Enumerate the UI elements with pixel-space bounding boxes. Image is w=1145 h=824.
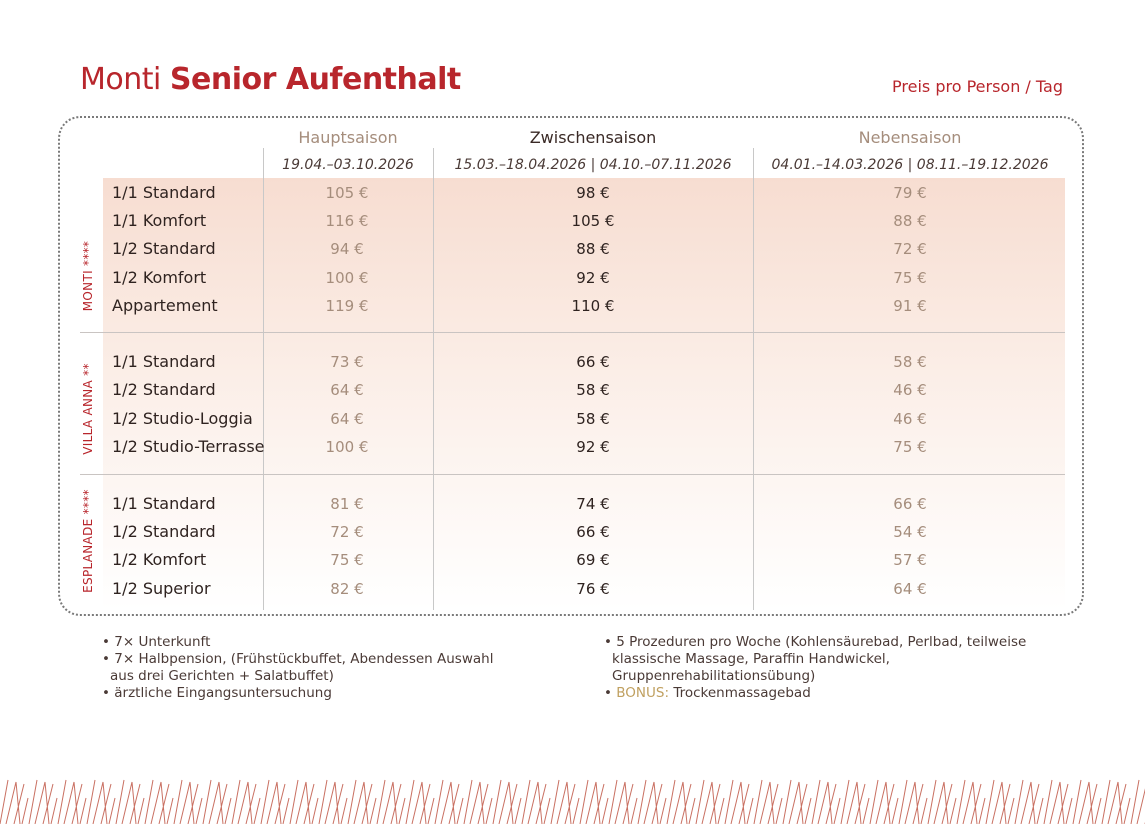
room-type: 1/2 Standard <box>112 380 216 399</box>
room-type: 1/2 Studio-Loggia <box>112 409 253 428</box>
room-type: 1/2 Komfort <box>112 550 207 569</box>
price-hauptsaison: 75 € <box>330 551 364 569</box>
room-type: 1/1 Standard <box>112 352 216 371</box>
price-zwischensaison: 69 € <box>576 551 610 569</box>
price-nebensaison: 46 € <box>893 410 927 428</box>
price-hauptsaison: 82 € <box>330 580 364 598</box>
price-hauptsaison: 81 € <box>330 495 364 513</box>
price-nebensaison: 79 € <box>893 184 927 202</box>
price-zwischensaison: 58 € <box>576 410 610 428</box>
price-nebensaison: 75 € <box>893 438 927 456</box>
room-type: 1/1 Standard <box>112 183 216 202</box>
season-dates-nebensaison: 04.01.–14.03.2026 | 08.11.–19.12.2026 <box>771 157 1049 173</box>
season-header-nebensaison: Nebensaison <box>858 128 962 147</box>
price-nebensaison: 64 € <box>893 580 927 598</box>
price-nebensaison: 54 € <box>893 523 927 541</box>
column-divider <box>263 148 264 610</box>
included-services-left <box>102 634 572 702</box>
page-title <box>80 62 461 97</box>
room-type: Appartement <box>112 296 218 315</box>
price-hauptsaison: 100 € <box>325 269 369 287</box>
price-nebensaison: 88 € <box>893 212 927 230</box>
price-zwischensaison: 88 € <box>576 240 610 258</box>
bonus-label: BONUS: <box>616 685 670 701</box>
price-nebensaison: 66 € <box>893 495 927 513</box>
room-type: 1/2 Standard <box>112 522 216 541</box>
note-line: aus drei Gerichten + Salatbuffet) <box>110 668 334 684</box>
included-services-right <box>604 634 1074 702</box>
note-line: klassische Massage, Paraffin Handwickel, <box>612 651 890 667</box>
price-hauptsaison: 119 € <box>325 297 369 315</box>
season-dates-zwischensaison: 15.03.–18.04.2026 | 04.10.–07.11.2026 <box>454 157 732 173</box>
price-zwischensaison: 74 € <box>576 495 610 513</box>
note-line: • 5 Prozeduren pro Woche (Kohlensäurebad, Perlbad, teilweise <box>604 634 1027 650</box>
price-zwischensaison: 76 € <box>576 580 610 598</box>
price-hauptsaison: 100 € <box>325 438 369 456</box>
note-line: • ärztliche Eingangsuntersuchung <box>102 685 332 701</box>
price-nebensaison: 72 € <box>893 240 927 258</box>
section-divider <box>80 474 1065 475</box>
price-hauptsaison: 64 € <box>330 381 364 399</box>
title-brand: Monti <box>80 62 161 97</box>
room-type: 1/1 Standard <box>112 494 216 513</box>
hotel-label-esplanade: ESPLANADE **** <box>81 489 95 593</box>
price-zwischensaison: 110 € <box>571 297 615 315</box>
price-basis-label: Preis pro Person / Tag <box>892 77 1063 96</box>
price-zwischensaison: 98 € <box>576 184 610 202</box>
season-dates-hauptsaison: 19.04.–03.10.2026 <box>282 157 414 173</box>
price-hauptsaison: 64 € <box>330 410 364 428</box>
price-zwischensaison: 105 € <box>571 212 615 230</box>
price-zwischensaison: 92 € <box>576 438 610 456</box>
hotel-label-monti: MONTI **** <box>81 240 95 312</box>
season-header-hauptsaison: Hauptsaison <box>298 128 398 147</box>
season-header-zwischensaison: Zwischensaison <box>529 128 657 147</box>
price-hauptsaison: 72 € <box>330 523 364 541</box>
room-type: 1/2 Komfort <box>112 268 207 287</box>
section-divider <box>80 332 1065 333</box>
note-line: • 7× Unterkunft <box>102 634 211 650</box>
room-type: 1/2 Studio-Terrasse <box>112 437 265 456</box>
price-hauptsaison: 116 € <box>325 212 369 230</box>
price-nebensaison: 75 € <box>893 269 927 287</box>
price-hauptsaison: 94 € <box>330 240 364 258</box>
decorative-pattern <box>0 776 1145 824</box>
price-nebensaison: 57 € <box>893 551 927 569</box>
bonus-text: Trockenmassagebad <box>673 685 811 701</box>
price-nebensaison: 58 € <box>893 353 927 371</box>
room-type: 1/2 Superior <box>112 579 211 598</box>
price-zwischensaison: 92 € <box>576 269 610 287</box>
price-hauptsaison: 73 € <box>330 353 364 371</box>
column-divider <box>753 148 754 610</box>
hotel-label-villa-anna: VILLA ANNA ** <box>81 363 95 455</box>
pattern-lines <box>0 780 1145 824</box>
bonus-line: • BONUS: Trockenmassagebad <box>604 685 811 701</box>
price-nebensaison: 46 € <box>893 381 927 399</box>
price-zwischensaison: 66 € <box>576 523 610 541</box>
price-hauptsaison: 105 € <box>325 184 369 202</box>
room-type: 1/2 Standard <box>112 239 216 258</box>
note-line: Gruppenrehabilitationsübung) <box>612 668 816 684</box>
price-nebensaison: 91 € <box>893 297 927 315</box>
price-zwischensaison: 66 € <box>576 353 610 371</box>
room-type: 1/1 Komfort <box>112 211 207 230</box>
column-divider <box>433 148 434 610</box>
title-product: Senior Aufenthalt <box>169 62 461 97</box>
price-zwischensaison: 58 € <box>576 381 610 399</box>
note-line: • 7× Halbpension, (Frühstückbuffet, Abendessen Auswahl <box>102 651 494 667</box>
